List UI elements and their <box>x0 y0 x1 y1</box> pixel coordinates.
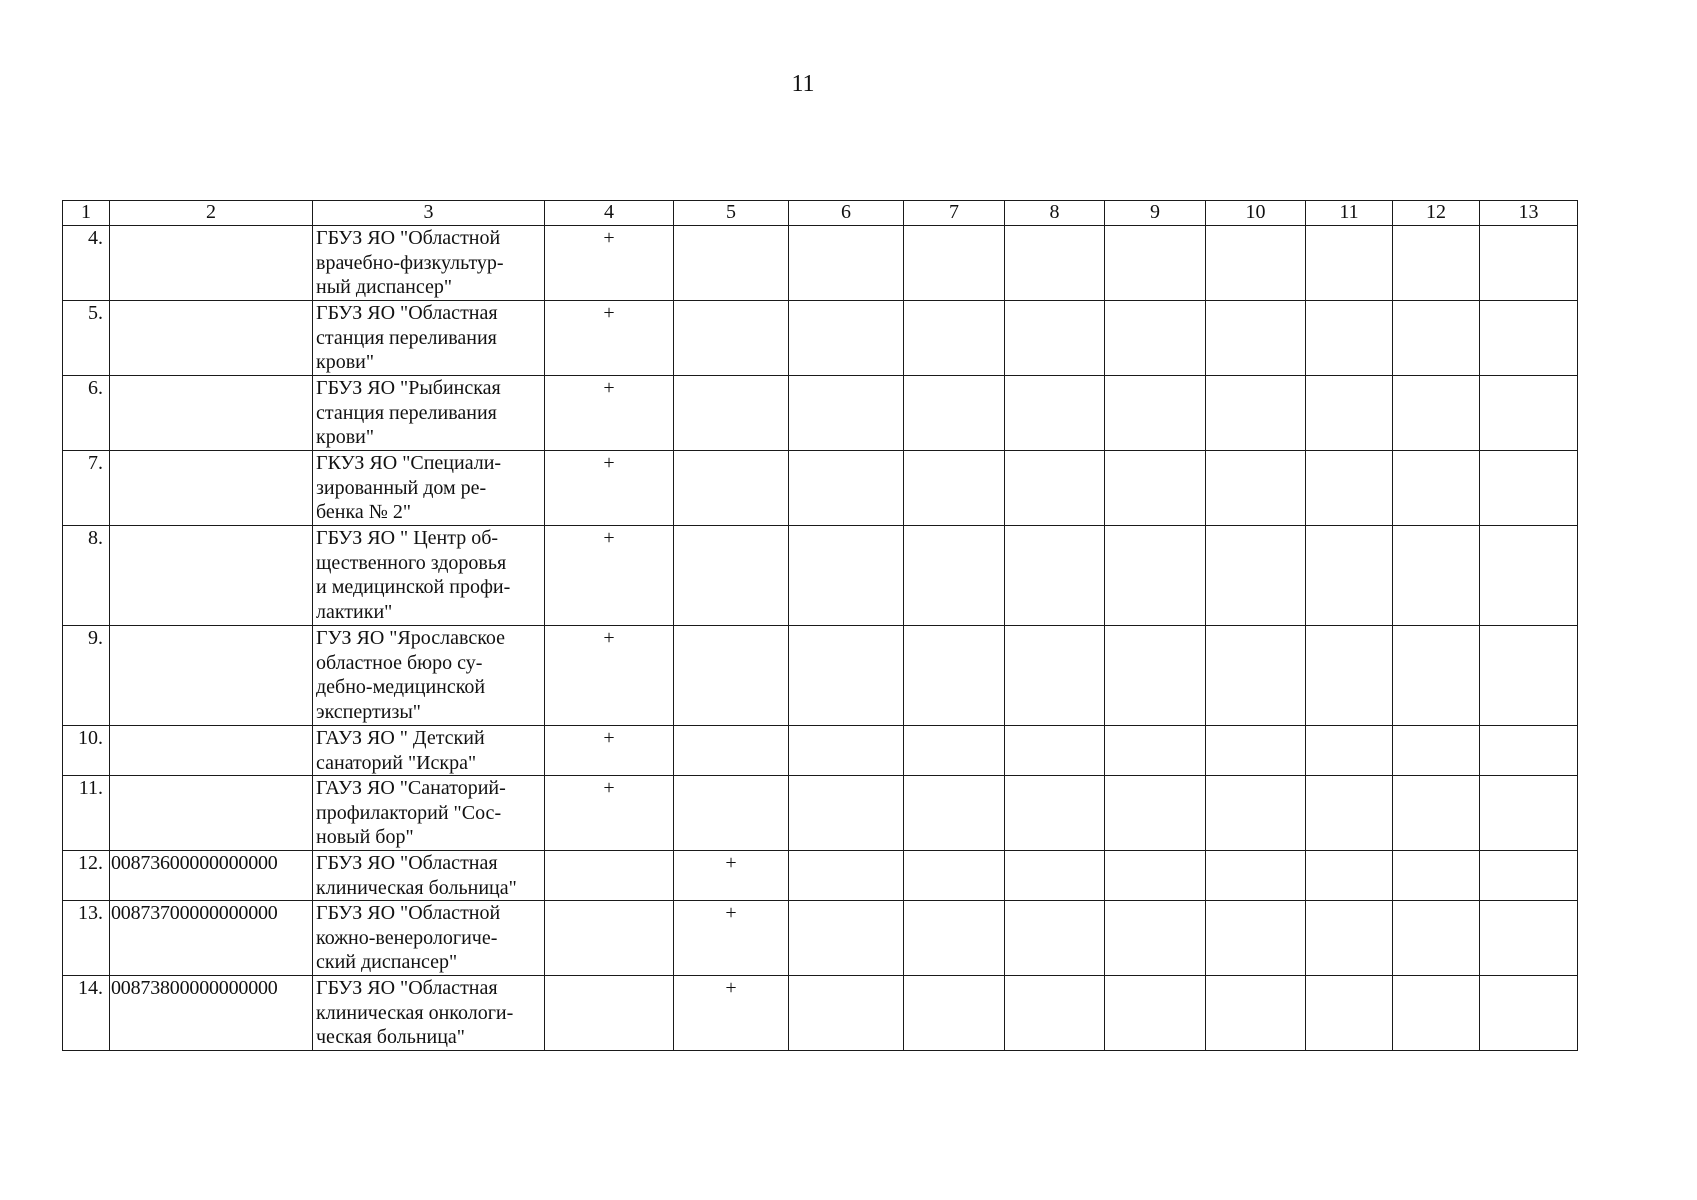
empty-cell-col-9 <box>1105 976 1206 1051</box>
organization-name-line: ГАУЗ ЯО "Санаторий- <box>316 777 506 799</box>
column-5-mark-cell <box>674 376 789 451</box>
organization-name-line: клиническая больница" <box>316 876 517 899</box>
empty-cell-col-10 <box>1206 901 1306 976</box>
empty-cell-col-9 <box>1105 376 1206 451</box>
column-4-mark-cell <box>545 976 674 1051</box>
organization-name-line: ГАУЗ ЯО " Детский <box>316 727 485 749</box>
row-number-cell: 10. <box>63 726 110 776</box>
column-header: 2 <box>110 201 313 226</box>
empty-cell-col-7 <box>904 226 1005 301</box>
empty-cell-col-12 <box>1393 851 1480 901</box>
empty-cell-col-11 <box>1306 376 1393 451</box>
organization-name-cell <box>313 976 545 1051</box>
organization-name-line: санаторий "Искра" <box>316 751 477 774</box>
empty-cell-col-6 <box>789 226 904 301</box>
column-5-mark-cell <box>674 451 789 526</box>
empty-cell-col-8 <box>1005 301 1105 376</box>
registry-code-cell <box>110 726 313 776</box>
empty-cell-col-9 <box>1105 226 1206 301</box>
organization-name-line: ГБУЗ ЯО "Рыбинская <box>316 377 501 399</box>
empty-cell-col-13 <box>1480 301 1578 376</box>
column-header: 5 <box>674 201 789 226</box>
table-row <box>63 451 1578 526</box>
empty-cell-col-6 <box>789 626 904 726</box>
empty-cell-col-10 <box>1206 301 1306 376</box>
empty-cell-col-8 <box>1005 526 1105 626</box>
empty-cell-col-8 <box>1005 226 1105 301</box>
organization-name-cell <box>313 726 545 776</box>
column-header: 6 <box>789 201 904 226</box>
organization-name-line: щественного здоровья <box>316 551 507 574</box>
row-number-cell: 14. <box>63 976 110 1051</box>
organization-name-line: ский диспансер" <box>316 951 458 973</box>
empty-cell-col-12 <box>1393 726 1480 776</box>
empty-cell-col-10 <box>1206 976 1306 1051</box>
empty-cell-col-11 <box>1306 776 1393 851</box>
empty-cell-col-11 <box>1306 726 1393 776</box>
column-header: 13 <box>1480 201 1578 226</box>
empty-cell-col-8 <box>1005 376 1105 451</box>
organization-name-line: ческая больница" <box>316 1026 465 1048</box>
empty-cell-col-9 <box>1105 901 1206 976</box>
empty-cell-col-12 <box>1393 226 1480 301</box>
organization-name-cell <box>313 526 545 626</box>
empty-cell-col-11 <box>1306 226 1393 301</box>
organization-name-line: клиническая онкологи- <box>316 1001 514 1024</box>
organization-name-line: экспертизы" <box>316 700 421 723</box>
empty-cell-col-10 <box>1206 626 1306 726</box>
registry-code-cell <box>110 526 313 626</box>
registry-code-cell: 00873700000000000 <box>110 901 313 976</box>
column-header: 10 <box>1206 201 1306 226</box>
organization-name-line: ГБУЗ ЯО "Областная <box>316 977 498 999</box>
column-header: 11 <box>1306 201 1393 226</box>
empty-cell-col-10 <box>1206 451 1306 526</box>
empty-cell-col-12 <box>1393 376 1480 451</box>
empty-cell-col-12 <box>1393 301 1480 376</box>
empty-cell-col-7 <box>904 726 1005 776</box>
empty-cell-col-8 <box>1005 851 1105 901</box>
empty-cell-col-9 <box>1105 776 1206 851</box>
organization-name-cell <box>313 376 545 451</box>
empty-cell-col-6 <box>789 301 904 376</box>
column-header: 7 <box>904 201 1005 226</box>
column-5-mark-cell: + <box>674 901 789 976</box>
empty-cell-col-9 <box>1105 851 1206 901</box>
column-header: 9 <box>1105 201 1206 226</box>
empty-cell-col-12 <box>1393 776 1480 851</box>
organization-name-line: крови" <box>316 351 375 373</box>
column-header: 1 <box>63 201 110 226</box>
organization-name-cell <box>313 851 545 901</box>
organization-name-cell <box>313 451 545 526</box>
organization-name-line: ГУЗ ЯО "Ярославское <box>316 627 506 649</box>
column-5-mark-cell <box>674 526 789 626</box>
organization-name-line: и медицинской профи- <box>316 576 511 598</box>
empty-cell-col-9 <box>1105 726 1206 776</box>
organization-name-line: областное бюро су- <box>316 651 483 674</box>
column-header: 4 <box>545 201 674 226</box>
organization-name-line: бенка № 2" <box>316 501 412 523</box>
row-number-cell: 6. <box>63 376 110 451</box>
empty-cell-col-6 <box>789 451 904 526</box>
empty-cell-col-6 <box>789 376 904 451</box>
empty-cell-col-9 <box>1105 301 1206 376</box>
empty-cell-col-9 <box>1105 526 1206 626</box>
empty-cell-col-7 <box>904 451 1005 526</box>
organization-name-cell <box>313 626 545 726</box>
organization-name-line: зированный дом ре- <box>316 476 487 499</box>
table-row <box>63 726 1578 776</box>
empty-cell-col-8 <box>1005 626 1105 726</box>
empty-cell-col-7 <box>904 901 1005 976</box>
organization-name-line: лактики" <box>316 600 393 623</box>
table-row <box>63 851 1578 901</box>
organization-name-line: ный диспансер" <box>316 276 453 298</box>
empty-cell-col-9 <box>1105 451 1206 526</box>
empty-cell-col-12 <box>1393 976 1480 1051</box>
empty-cell-col-9 <box>1105 626 1206 726</box>
column-5-mark-cell <box>674 776 789 851</box>
empty-cell-col-6 <box>789 976 904 1051</box>
table-row <box>63 976 1578 1051</box>
column-header: 12 <box>1393 201 1480 226</box>
column-4-mark-cell <box>545 851 674 901</box>
column-4-mark-cell: + <box>545 301 674 376</box>
column-4-mark-cell: + <box>545 526 674 626</box>
organization-name-line: ГБУЗ ЯО "Областной <box>316 227 501 249</box>
empty-cell-col-7 <box>904 376 1005 451</box>
empty-cell-col-8 <box>1005 451 1105 526</box>
organization-name-line: ГБУЗ ЯО " Центр об- <box>316 527 499 549</box>
empty-cell-col-7 <box>904 976 1005 1051</box>
row-number-cell: 8. <box>63 526 110 626</box>
column-5-mark-cell <box>674 726 789 776</box>
row-number-cell: 5. <box>63 301 110 376</box>
organization-name-line: ГБУЗ ЯО "Областная <box>316 852 498 874</box>
empty-cell-col-12 <box>1393 626 1480 726</box>
organization-name-line: ГКУЗ ЯО "Специали- <box>316 452 502 474</box>
empty-cell-col-7 <box>904 301 1005 376</box>
registry-code-cell <box>110 776 313 851</box>
row-number-cell: 4. <box>63 226 110 301</box>
organization-name-line: врачебно-физкультур- <box>316 251 504 274</box>
registry-code-cell: 00873600000000000 <box>110 851 313 901</box>
empty-cell-col-10 <box>1206 376 1306 451</box>
empty-cell-col-13 <box>1480 626 1578 726</box>
empty-cell-col-10 <box>1206 851 1306 901</box>
table-row <box>63 526 1578 626</box>
empty-cell-col-10 <box>1206 726 1306 776</box>
empty-cell-col-7 <box>904 526 1005 626</box>
empty-cell-col-6 <box>789 776 904 851</box>
row-number-cell: 13. <box>63 901 110 976</box>
empty-cell-col-13 <box>1480 526 1578 626</box>
organization-name-cell <box>313 776 545 851</box>
organization-name-line: станция переливания <box>316 401 497 424</box>
organization-name-line: станция переливания <box>316 326 497 349</box>
empty-cell-col-11 <box>1306 451 1393 526</box>
column-5-mark-cell <box>674 626 789 726</box>
empty-cell-col-6 <box>789 526 904 626</box>
column-4-mark-cell: + <box>545 776 674 851</box>
column-5-mark-cell: + <box>674 851 789 901</box>
empty-cell-col-7 <box>904 851 1005 901</box>
empty-cell-col-10 <box>1206 526 1306 626</box>
table-body <box>63 226 1578 1051</box>
table-row <box>63 226 1578 301</box>
organization-name-line: новый бор" <box>316 826 414 848</box>
empty-cell-col-6 <box>789 901 904 976</box>
column-4-mark-cell: + <box>545 451 674 526</box>
header-row <box>63 201 1578 226</box>
table-row <box>63 776 1578 851</box>
empty-cell-col-10 <box>1206 776 1306 851</box>
column-4-mark-cell: + <box>545 226 674 301</box>
empty-cell-col-8 <box>1005 976 1105 1051</box>
empty-cell-col-8 <box>1005 901 1105 976</box>
empty-cell-col-6 <box>789 851 904 901</box>
empty-cell-col-7 <box>904 776 1005 851</box>
empty-cell-col-13 <box>1480 376 1578 451</box>
empty-cell-col-10 <box>1206 226 1306 301</box>
organization-name-cell <box>313 901 545 976</box>
column-4-mark-cell: + <box>545 726 674 776</box>
empty-cell-col-13 <box>1480 776 1578 851</box>
empty-cell-col-12 <box>1393 901 1480 976</box>
row-number-cell: 7. <box>63 451 110 526</box>
registry-code-cell <box>110 451 313 526</box>
row-number-cell: 11. <box>63 776 110 851</box>
registry-code-cell <box>110 301 313 376</box>
table-row <box>63 901 1578 976</box>
empty-cell-col-13 <box>1480 226 1578 301</box>
registry-code-cell: 00873800000000000 <box>110 976 313 1051</box>
column-4-mark-cell: + <box>545 626 674 726</box>
column-5-mark-cell <box>674 301 789 376</box>
registry-code-cell <box>110 226 313 301</box>
registry-code-cell <box>110 376 313 451</box>
empty-cell-col-8 <box>1005 776 1105 851</box>
row-number-cell: 12. <box>63 851 110 901</box>
organization-name-line: профилакторий "Сос- <box>316 801 502 824</box>
empty-cell-col-13 <box>1480 976 1578 1051</box>
organization-name-line: дебно-медицинской <box>316 676 486 698</box>
empty-cell-col-13 <box>1480 726 1578 776</box>
table-row <box>63 301 1578 376</box>
organization-name-cell <box>313 226 545 301</box>
empty-cell-col-11 <box>1306 851 1393 901</box>
organization-name-line: крови" <box>316 426 375 448</box>
empty-cell-col-11 <box>1306 526 1393 626</box>
empty-cell-col-8 <box>1005 726 1105 776</box>
empty-cell-col-12 <box>1393 451 1480 526</box>
empty-cell-col-11 <box>1306 301 1393 376</box>
empty-cell-col-11 <box>1306 901 1393 976</box>
column-header: 3 <box>313 201 545 226</box>
organization-name-line: ГБУЗ ЯО "Областной <box>316 902 501 924</box>
column-header: 8 <box>1005 201 1105 226</box>
column-5-mark-cell <box>674 226 789 301</box>
registry-table <box>62 200 1578 1051</box>
empty-cell-col-7 <box>904 626 1005 726</box>
empty-cell-col-6 <box>789 726 904 776</box>
row-number-cell: 9. <box>63 626 110 726</box>
organization-name-cell <box>313 301 545 376</box>
column-4-mark-cell <box>545 901 674 976</box>
empty-cell-col-13 <box>1480 451 1578 526</box>
empty-cell-col-13 <box>1480 851 1578 901</box>
empty-cell-col-11 <box>1306 976 1393 1051</box>
empty-cell-col-12 <box>1393 526 1480 626</box>
registry-code-cell <box>110 626 313 726</box>
empty-cell-col-11 <box>1306 626 1393 726</box>
organization-name-line: кожно-венерологиче- <box>316 926 498 949</box>
column-4-mark-cell: + <box>545 376 674 451</box>
organization-name-line: ГБУЗ ЯО "Областная <box>316 302 498 324</box>
column-5-mark-cell: + <box>674 976 789 1051</box>
table-row <box>63 626 1578 726</box>
empty-cell-col-13 <box>1480 901 1578 976</box>
page-number: 11 <box>791 71 815 97</box>
table-row <box>63 376 1578 451</box>
